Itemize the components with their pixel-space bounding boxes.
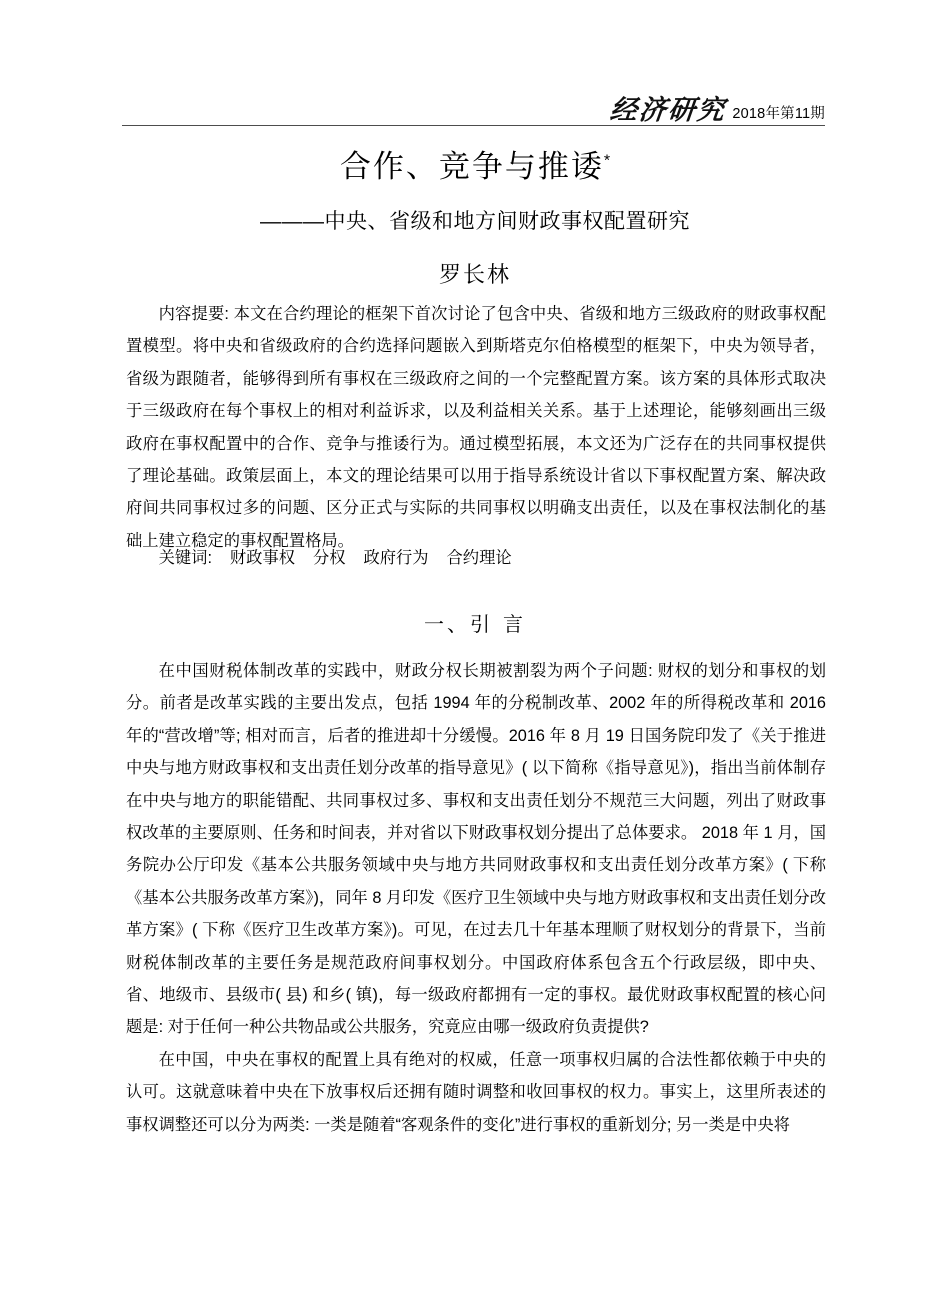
keyword-item: 财政事权 [229, 549, 296, 567]
title-text: 合作、竞争与推诿 [339, 149, 604, 184]
running-head-rule [122, 80, 825, 126]
running-head [122, 80, 825, 126]
abstract-text: 内容提要: 本文在合约理论的框架下首次讨论了包含中央、省级和地方三级政府的财政事权配置模型。将中央和省级政府的合约选择问题嵌入到斯塔克尔伯格模型的框架下，中央为领导者，省级为跟随者，能够得到所有事权在三级政府之间的一个完整配置方案。该方案的具体形式取决于三级政府在每个事权上的相对利益诉求，以及利益相关关系。基于上述理论，能够刻画出三级政府在事权配置中的合作、竞争与推诿行为。通过模型拓展，本文还为广泛存在的共同事权提供了理论基础。政策层面上，本文的理论结果可以用于指导系统设计省以下事权配置方案、解决政府间共同事权过多的问题、区分正式与实际的共同事权以明确支出责任，以及在事权法制化的基础上建立稳定的事权配置格局。 [126, 305, 826, 550]
keywords-line [126, 542, 826, 574]
keyword-item: 分权 [312, 549, 346, 567]
body-paragraph: 在中国财税体制改革的实践中，财政分权长期被割裂为两个子问题: 财权的划分和事权的划分。前者是改革实践的主要出发点，包括 1994 年的分税制改革、2002 年的所得税改革和 2016 年的“营改增”等; 相对而言，后者的推进却十分缓慢。2016 年 8 月 19 日国务院印发了《关于推进中央与地方财政事权和支出责任划分改革的指导意见》( 以下简称《指导意见》)，指出当前体制存在中央与地方的职能错配、共同事权过多、事权和支出责任划分不规范三大问题，列出了财政事权改革的主要原则、任务和时间表，并对省以下财政事权划分提出了总体要求。 2018 年 1 月，国务院办公厅印发《基本公共服务领域中央与地方共同财政事权和支出责任划分改革方案》( 下称《基本公共服务改革方案》)，同年 8 月印发《医疗卫生领域中央与地方财政事权和支出责任划分改革方案》( 下称《医疗卫生改革方案》)。可见，在过去几十年基本理顺了财权划分的背景下，当前财税体制改革的主要任务是规范政府间事权划分。中国政府体系包含五个行政层级，即中央、省、地级市、县级市( 县) 和乡( 镇)，每一级政府都拥有一定的事权。最优财政事权配置的核心问题是: 对于任何一种公共物品或公共服务，究竟应由哪一级政府负责提供? [126, 662, 826, 1037]
page-subtitle: ———中央、省级和地方间财政事权配置研究 [260, 210, 690, 233]
author-name: 罗长林 [438, 262, 511, 287]
section-number: 一、 [424, 614, 470, 636]
keyword-item: 合约理论 [446, 549, 512, 567]
section-heading [0, 608, 950, 637]
journal-logo-icon: 经济研究 [608, 95, 729, 125]
section-body [126, 655, 826, 1141]
keywords-label: 关键词: [158, 549, 212, 567]
title-footnote-marker: * [603, 152, 611, 170]
issue-label: 2018年第11期 [732, 105, 825, 122]
keyword-item: 政府行为 [363, 549, 429, 567]
section-title-part1: 引 [470, 614, 493, 636]
section-title-part2: 言 [503, 614, 526, 636]
page-title [0, 148, 950, 187]
body-paragraph: 在中国，中央在事权的配置上具有绝对的权威，任意一项事权归属的合法性都依赖于中央的认可。这就意味着中央在下放事权后还拥有随时调整和收回事权的权力。事实上，这里所表述的事权调整还可以分为两类: 一类是随着“客观条件的变化”进行事权的重新划分; 另一类是中央将 [126, 1050, 826, 1134]
